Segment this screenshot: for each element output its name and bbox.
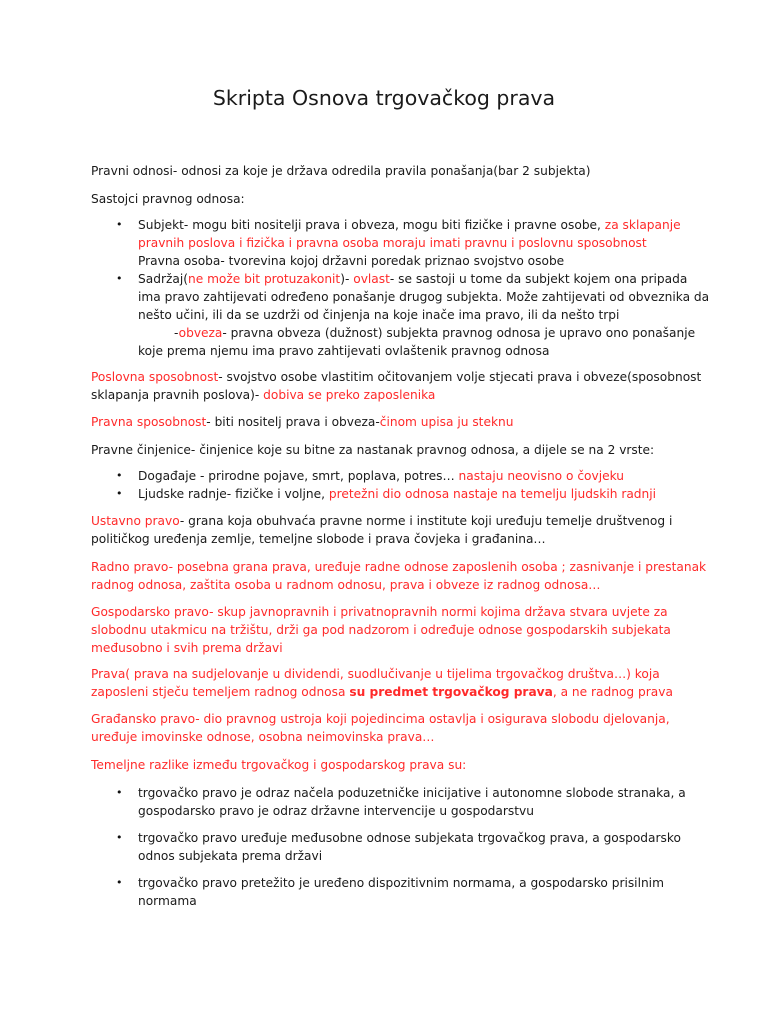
list-item-ljudske-radnje [138, 485, 656, 503]
subjekt-highlight: za sklapanje [604, 218, 681, 232]
ustavno-term: Ustavno pravo [91, 514, 180, 528]
prava-dividende-bold: su predmet trgovačkog prava [349, 685, 553, 699]
gradjansko-line2: uređuje imovinske odnose, osobna neimovinska prava… [91, 730, 435, 744]
subjekt-text: Subjekt- mogu biti nositelji prava i obveza, mogu biti fizičke i pravne osobe, [138, 218, 605, 232]
bullet-icon: • [116, 487, 123, 500]
list-item-razlika-1: trgovačko pravo je odraz načela poduzetničke inicijative i autonomne slobode stranaka, a [138, 786, 686, 800]
bullet-icon: • [116, 272, 123, 285]
paragraph-temeljne-razlike: Temeljne razlike između trgovačkog i gospodarskog prava su: [91, 758, 467, 772]
obveza-term: obveza [178, 326, 223, 340]
poslovna-term: Poslovna sposobnost [91, 370, 219, 384]
pravna-term: Pravna sposobnost [91, 415, 207, 429]
paragraph-sastojci: Sastojci pravnog odnosa: [91, 192, 245, 206]
paragraph-pravna-sposobnost [91, 413, 513, 431]
poslovna-line2 [91, 386, 435, 404]
poslovna-text: - svojstvo osobe vlastitim očitovanjem volje stjecati prava i obveze(sposobnost [218, 370, 702, 384]
obveza-line [174, 324, 695, 342]
bullet-icon: • [116, 876, 123, 889]
ustavno-text: - grana koja obuhvaća pravne norme i institute koji uređuju temelje društvenog i [179, 514, 673, 528]
prava-dividende-line2 [91, 683, 673, 701]
document-title: Skripta Osnova trgovačkog prava [212, 86, 556, 110]
dogadaje-highlight: nastaju neovisno o čovjeku [458, 469, 624, 483]
prava-dividende-end: , a ne radnog prava [552, 685, 673, 699]
sadrzaj-separator: )- [340, 272, 354, 286]
list-item-razlika-3: trgovačko pravo pretežito je uređeno dispozitivnim normama, a gospodarsko prisilnim [138, 876, 664, 890]
obveza-dash: - [174, 326, 179, 340]
ustavno-line2: političkog uređenja zemlje, temeljne slobode i prava čovjeka i građanina… [91, 532, 546, 546]
paragraph-gradjansko-pravo: Građansko pravo- dio pravnog ustroja koji pojedincima ostavlja i osigurava slobodu djelovanja, [91, 712, 670, 726]
sadrzaj-highlight: ne može bit protuzakonit [187, 272, 341, 286]
pravna-highlight: činom upisa ju steknu [379, 415, 514, 429]
paragraph-pravni-odnosi: Pravni odnosi- odnosi za koje je država odredila pravila ponašanja(bar 2 subjekta) [91, 164, 591, 178]
bullet-icon: • [116, 218, 123, 231]
ovlast-text-line3: nešto učini, ili da se uzdrži od činjenja na koje inače ima pravo, ili da nešto trpi [138, 308, 620, 322]
paragraph-pravne-cinjenice: Pravne činjenice- činjenice koje su bitne za nastanak pravnog odnosa, a dijele se na 2 vrste: [91, 443, 655, 457]
radno-line2: radnog odnosa, zaštita osoba u radnom odnosu, prava i obveze iz radnog odnosa… [91, 578, 601, 592]
paragraph-gospodarsko-pravo: Gospodarsko pravo- skup javnopravnih i privatnopravnih normi kojima država stvara uvjete za [91, 605, 668, 619]
pravna-osoba-definition: Pravna osoba- tvorevina kojoj državni poredak priznao svojstvo osobe [138, 254, 565, 268]
ovlast-term: ovlast [353, 272, 390, 286]
bullet-icon: • [116, 831, 123, 844]
list-item-sadrzaj [138, 270, 687, 288]
subjekt-highlight-continued: pravnih poslova i fizička i pravna osoba moraju imati pravnu i poslovnu sposobnost [138, 236, 647, 250]
gospodarsko-line3: međusobno i svih prema državi [91, 641, 283, 655]
radnje-text: Ljudske radnje- fizičke i voljne, [138, 487, 329, 501]
sadrzaj-label: Sadržaj( [138, 272, 188, 286]
radnje-highlight: pretežni dio odnosa nastaje na temelju ljudskih radnji [328, 487, 657, 501]
bullet-icon: • [116, 469, 123, 482]
razlika-3-line2: normama [138, 894, 197, 908]
paragraph-radno-pravo: Radno pravo- posebna grana prava, uređuje radne odnose zaposlenih osoba ; zasnivanje i prestanak [91, 560, 707, 574]
poslovna-text-cont: sklapanja pravnih poslova)- [91, 388, 264, 402]
razlika-2-line2: odnos subjekata prema državi [138, 849, 323, 863]
prava-dividende-text: zaposleni stječu temeljem radnog odnosa [91, 685, 350, 699]
list-item-dogadaje [138, 467, 624, 485]
gospodarsko-line2: slobodnu utakmicu na tržištu, drži ga pod nadzorom i određuje odnose gospodarskih subjekata [91, 623, 671, 637]
poslovna-highlight: dobiva se preko zaposlenika [263, 388, 436, 402]
paragraph-poslovna-sposobnost [91, 368, 701, 386]
bullet-icon: • [116, 786, 123, 799]
paragraph-prava-dividende: Prava( prava na sudjelovanje u dividendi, suodlučivanje u tijelima trgovačkog društva…) koja [91, 667, 660, 681]
dogadaje-text: Događaje - prirodne pojave, smrt, poplava, potres… [138, 469, 459, 483]
pravna-text: - biti nositelj prava i obveza- [206, 415, 380, 429]
list-item-razlika-2: trgovačko pravo uređuje međusobne odnose subjekata trgovačkog prava, a gospodarsko [138, 831, 681, 845]
obveza-text: - pravna obveza (dužnost) subjekta pravnog odnosa je upravo ono ponašanje [222, 326, 696, 340]
obveza-text-line2: koje prema njemu ima pravo zahtijevati ovlaštenik pravnog odnosa [138, 344, 550, 358]
razlika-1-line2: gospodarsko pravo je odraz državne intervencije u gospodarstvu [138, 804, 534, 818]
ovlast-text-line2: ima pravo zahtijevati određeno ponašanje drugog subjekta. Može zahtijevati od obveznika da [138, 290, 710, 304]
list-item-subjekt [138, 216, 681, 234]
ovlast-text: - se sastoji u tome da subjekt kojem ona pripada [389, 272, 688, 286]
paragraph-ustavno-pravo [91, 512, 672, 530]
